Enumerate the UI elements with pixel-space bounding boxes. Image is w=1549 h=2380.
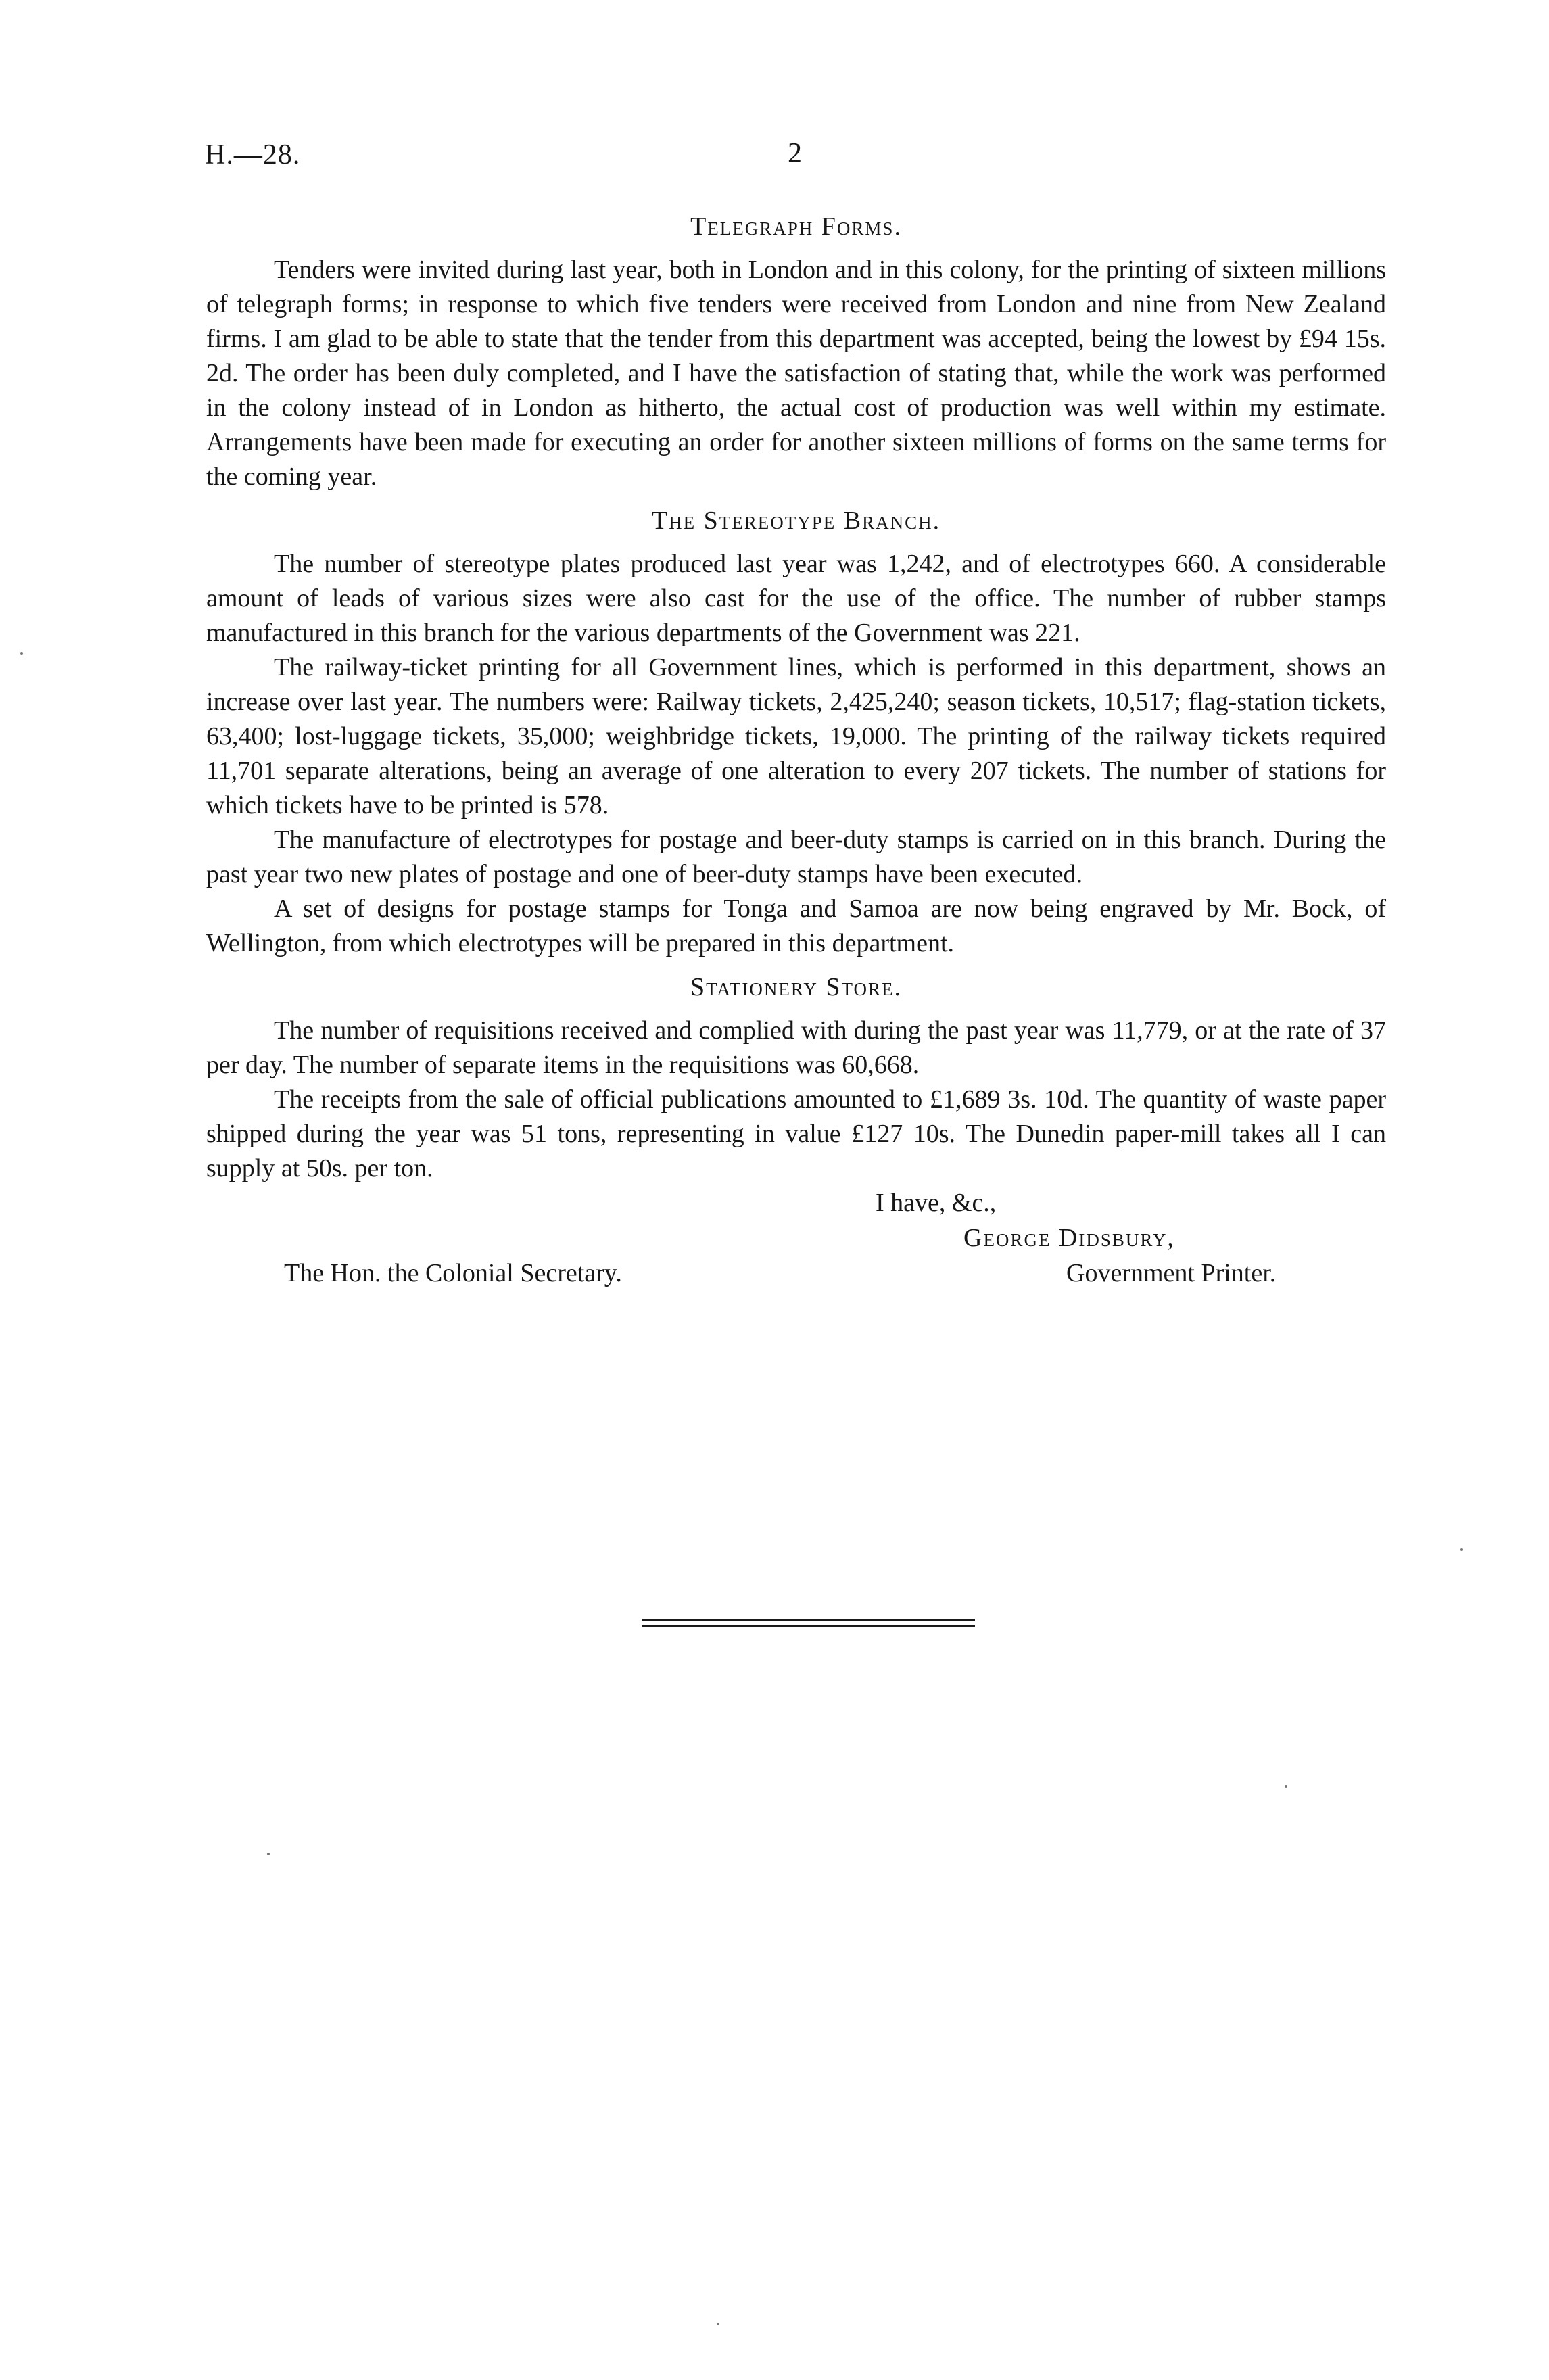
paragraph-telegraph-forms: Tenders were invited during last year, both in London and in this colony, for the printing of sixteen millions of telegraph forms; in response to which five tenders were received from London and nine from New Zealand firms. I am glad to be able to state that the tender from this department was accepted, being the lowest by £94 15s. 2d. The order has been duly completed, and I have the satisfaction of stating that, while the work was performed in the colony instead of in London as hitherto, the actual cost of production was well within my estimate. Arrangements have been made for executing an order for another sixteen millions of forms on the same terms for the coming year. bbox=[206, 256, 1386, 491]
section-heading-telegraph-forms: Telegraph Forms. bbox=[690, 212, 902, 241]
closing-line: I have, &c., bbox=[876, 1189, 997, 1217]
addressee: The Hon. the Colonial Secretary. bbox=[284, 1259, 622, 1287]
paragraph-railway-tickets: The railway-ticket printing for all Government lines, which is performed in this department, shows an increase over last year. The numbers were: Railway tickets, 2,425,240; season tickets, 10,517; flag-station tickets, 63,400; lost-luggage tickets, 35,000; weighbridge tickets, 19,000. The printing of the railway tickets required 11,701 separate alterations, being an average of one alteration to every 207 tickets. The number of stations for which tickets have to be printed is 578. bbox=[206, 653, 1386, 819]
signatory-name: George Didsbury, bbox=[963, 1224, 1175, 1252]
separator-rule-bottom bbox=[642, 1625, 975, 1627]
section-heading-stereotype-branch: The Stereotype Branch. bbox=[651, 506, 941, 535]
page-number: 2 bbox=[788, 138, 802, 169]
scan-speck bbox=[1460, 1548, 1463, 1551]
scan-speck bbox=[267, 1853, 270, 1855]
document-reference: H.—28. bbox=[205, 139, 301, 170]
section-heading-stationery-store: Stationery Store. bbox=[690, 973, 903, 1001]
signoff-block bbox=[206, 1186, 1386, 1321]
scan-speck bbox=[717, 2323, 719, 2325]
paragraph-electrotypes-stamps: The manufacture of electrotypes for postage and beer-duty stamps is carried on in this branch. During the past year two new plates of postage and one of beer-duty stamps have been executed. bbox=[206, 826, 1386, 888]
scan-speck bbox=[20, 652, 23, 655]
signatory-title: Government Printer. bbox=[1066, 1259, 1277, 1287]
paragraph-stereotype-plates: The number of stereotype plates produced last year was 1,242, and of electrotypes 660. A considerable amount of leads of various sizes were also cast for the use of the office. The number of rubber stamps manufactured in this branch for the various departments of the Government was 221. bbox=[206, 550, 1386, 647]
document-body bbox=[206, 210, 1386, 1321]
paragraph-tonga-samoa-designs: A set of designs for postage stamps for Tonga and Samoa are now being engraved by Mr. Bock, of Wellington, from which electrotypes will be prepared in this department. bbox=[206, 895, 1386, 957]
separator-rule-top bbox=[642, 1619, 975, 1621]
paragraph-receipts-waste-paper: The receipts from the sale of official publications amounted to £1,689 3s. 10d. The quantity of waste paper shipped during the year was 51 tons, representing in value £127 10s. The Dunedin paper-mill takes all I can supply at 50s. per ton. bbox=[206, 1085, 1386, 1183]
scan-speck bbox=[1285, 1785, 1287, 1788]
paragraph-requisitions: The number of requisitions received and complied with during the past year was 11,779, or at the rate of 37 per day. The number of separate items in the requisitions was 60,668. bbox=[206, 1016, 1386, 1079]
